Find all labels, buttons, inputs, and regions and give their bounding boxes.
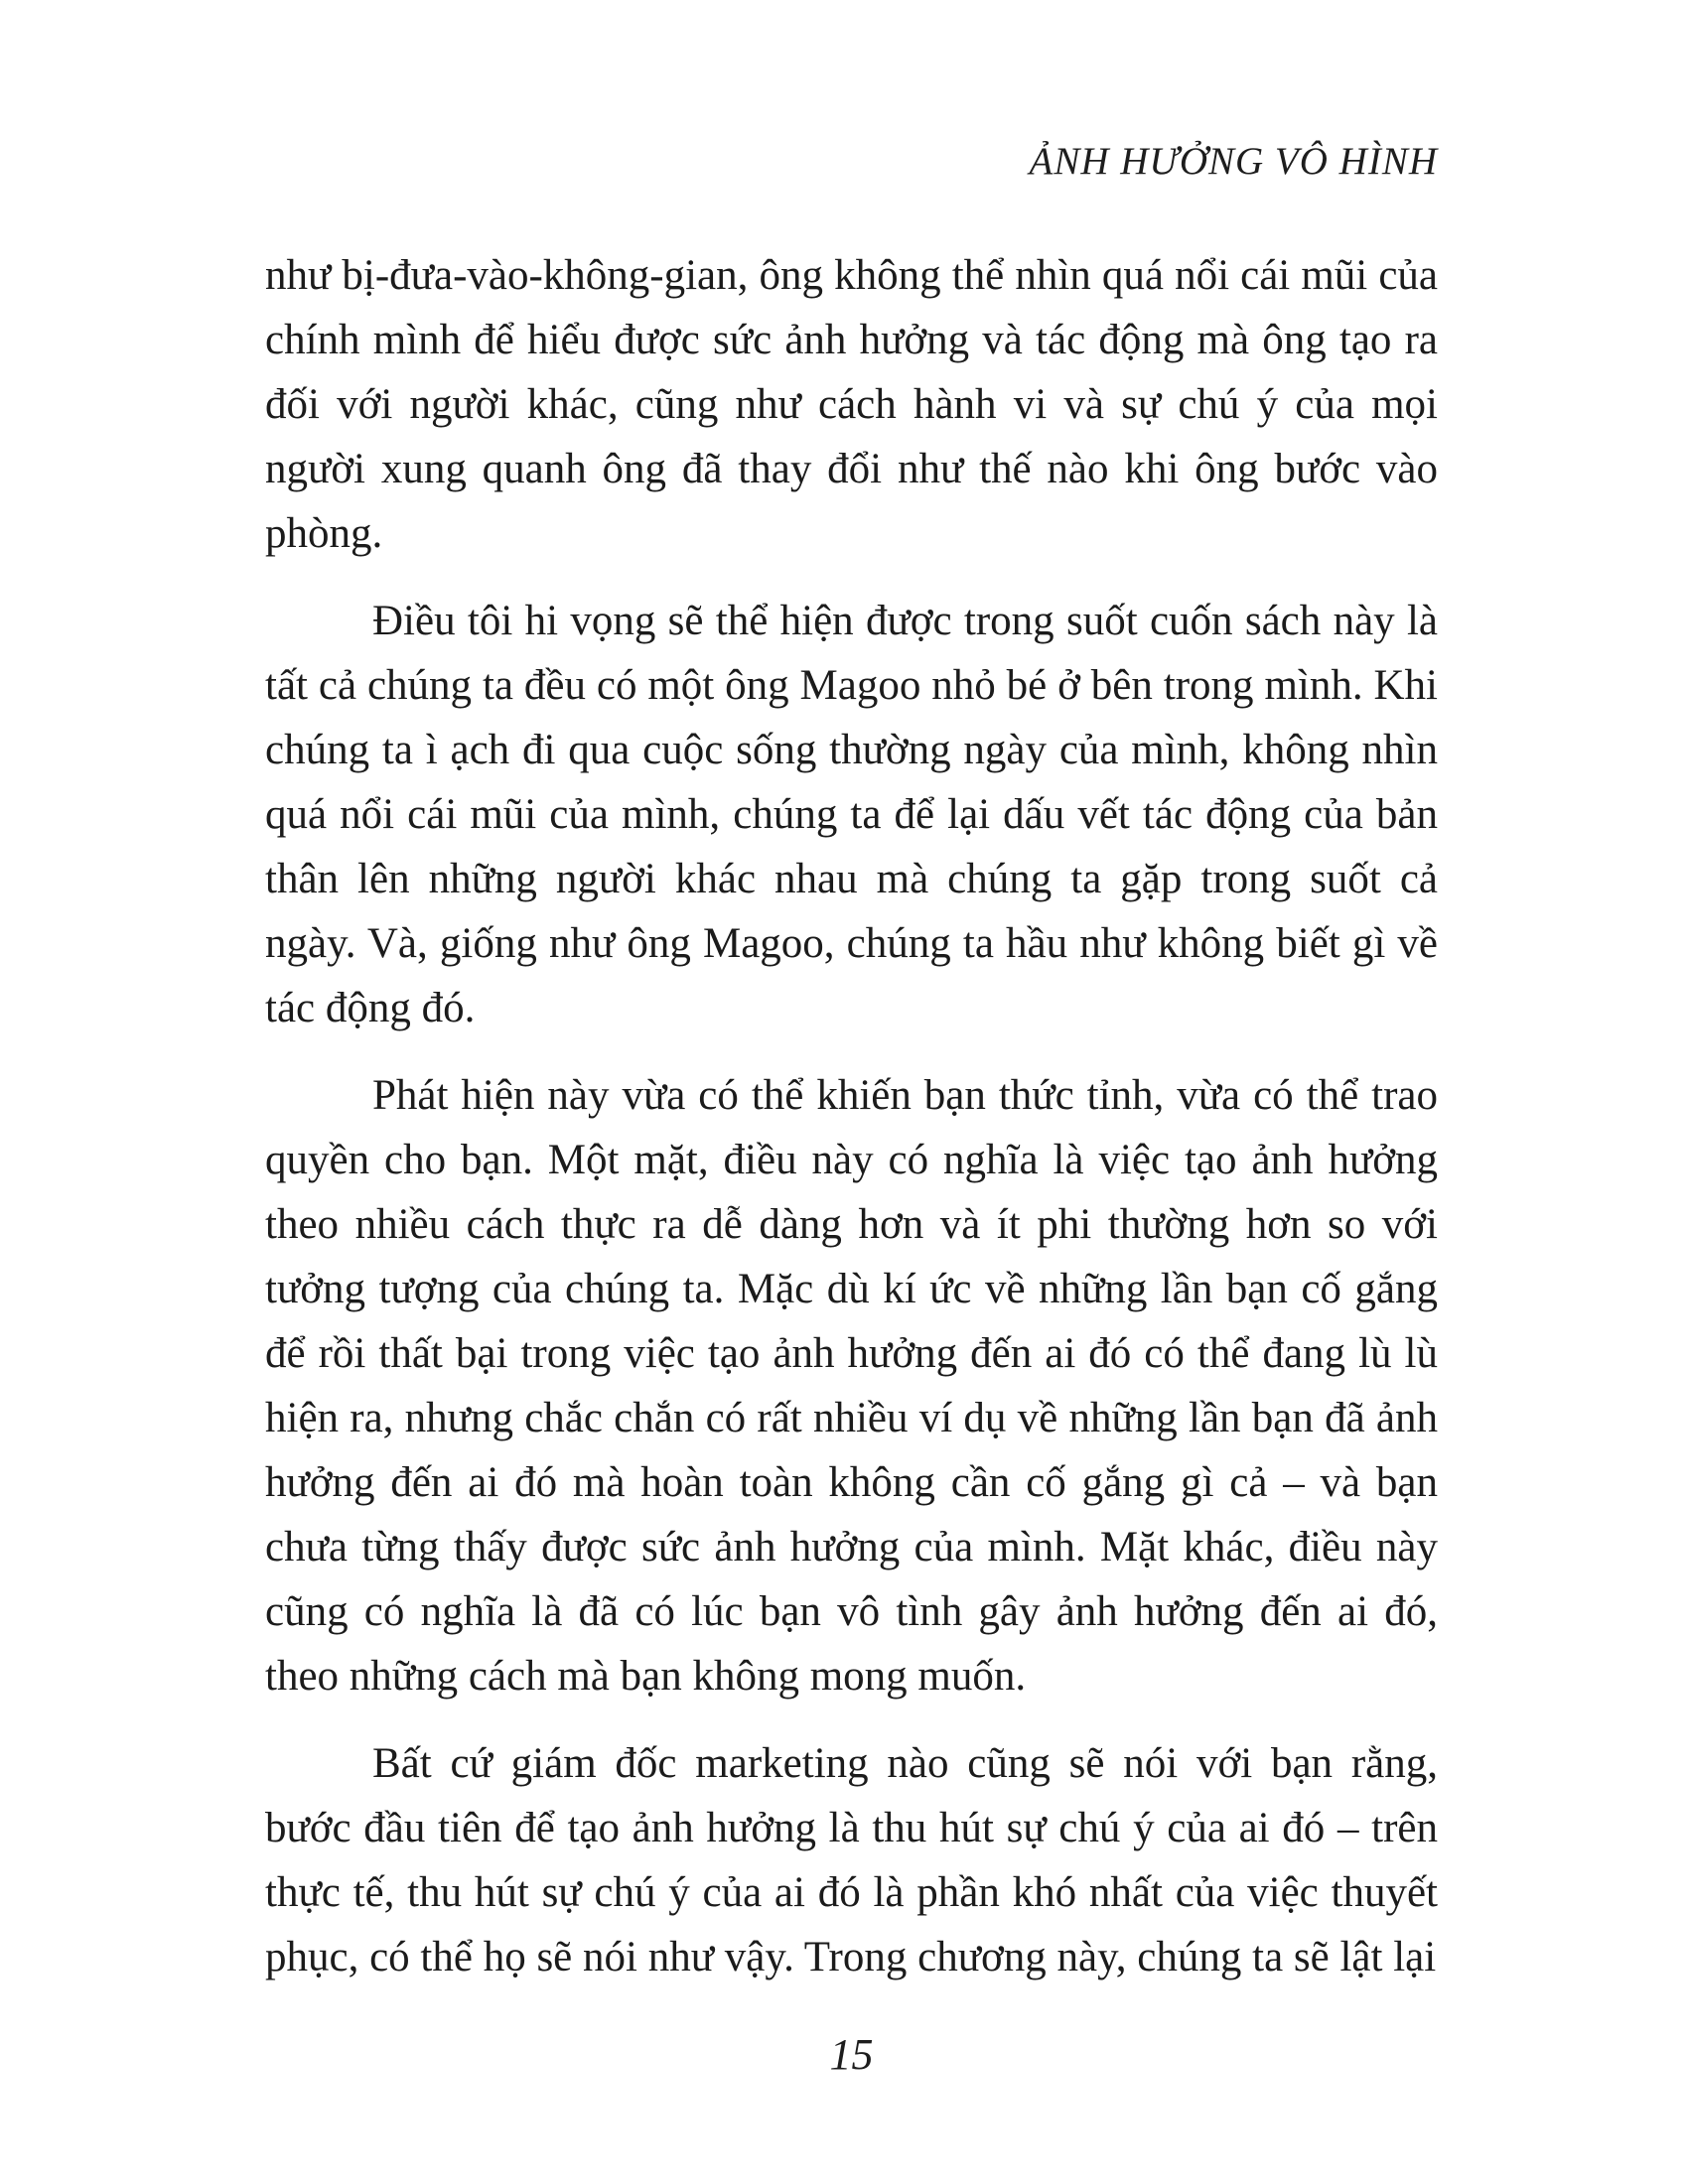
paragraph: Phát hiện này vừa có thể khiến bạn thức tỉnh, vừa có thể trao quyền cho bạn. Một mặt, điều này có nghĩa là việc tạo ảnh hưởng theo nhiều cách thực ra dễ dàng hơn và ít phi thường hơn so với tưởng tượng của chúng ta. Mặc dù kí ức về những lần bạn cố gắng để rồi thất bại trong việc tạo ảnh hưởng đến ai đó có thể đang lù lù hiện ra, nhưng chắc chắn có rất nhiều ví dụ về những lần bạn đã ảnh hưởng đến ai đó mà hoàn toàn không cần cố gắng gì cả – và bạn chưa từng thấy được sức ảnh hưởng của mình. Mặt khác, điều này cũng có nghĩa là đã có lúc bạn vô tình gây ảnh hưởng đến ai đó, theo những cách mà bạn không mong muốn. <box>265 1072 1438 1700</box>
paragraph: Điều tôi hi vọng sẽ thể hiện được trong suốt cuốn sách này là tất cả chúng ta đều có một ông Magoo nhỏ bé ở bên trong mình. Khi chúng ta ì ạch đi qua cuộc sống thường ngày của mình, không nhìn quá nổi cái mũi của mình, chúng ta để lại dấu vết tác động của bản thân lên những người khác nhau mà chúng ta gặp trong suốt cả ngày. Và, giống như ông Magoo, chúng ta hầu như không biết gì về tác động đó. <box>265 598 1438 1031</box>
body-text <box>265 243 1438 2012</box>
paragraph: Bất cứ giám đốc marketing nào cũng sẽ nói với bạn rằng, bước đầu tiên để tạo ảnh hưởng là thu hút sự chú ý của ai đó – trên thực tế, thu hút sự chú ý của ai đó là phần khó nhất của việc thuyết phục, có thể họ sẽ nói như vậy. Trong chương này, chúng ta sẽ lật lại <box>265 1740 1438 1980</box>
paragraph-continued: như bị-đưa-vào-không-gian, ông không thể nhìn quá nổi cái mũi của chính mình để hiểu được sức ảnh hưởng và tác động mà ông tạo ra đối với người khác, cũng như cách hành vi và sự chú ý của mọi người xung quanh ông đã thay đổi như thế nào khi ông bước vào phòng. <box>265 252 1438 557</box>
running-header: ẢNH HƯỞNG VÔ HÌNH <box>1029 140 1438 183</box>
page-number: 15 <box>829 2030 874 2079</box>
